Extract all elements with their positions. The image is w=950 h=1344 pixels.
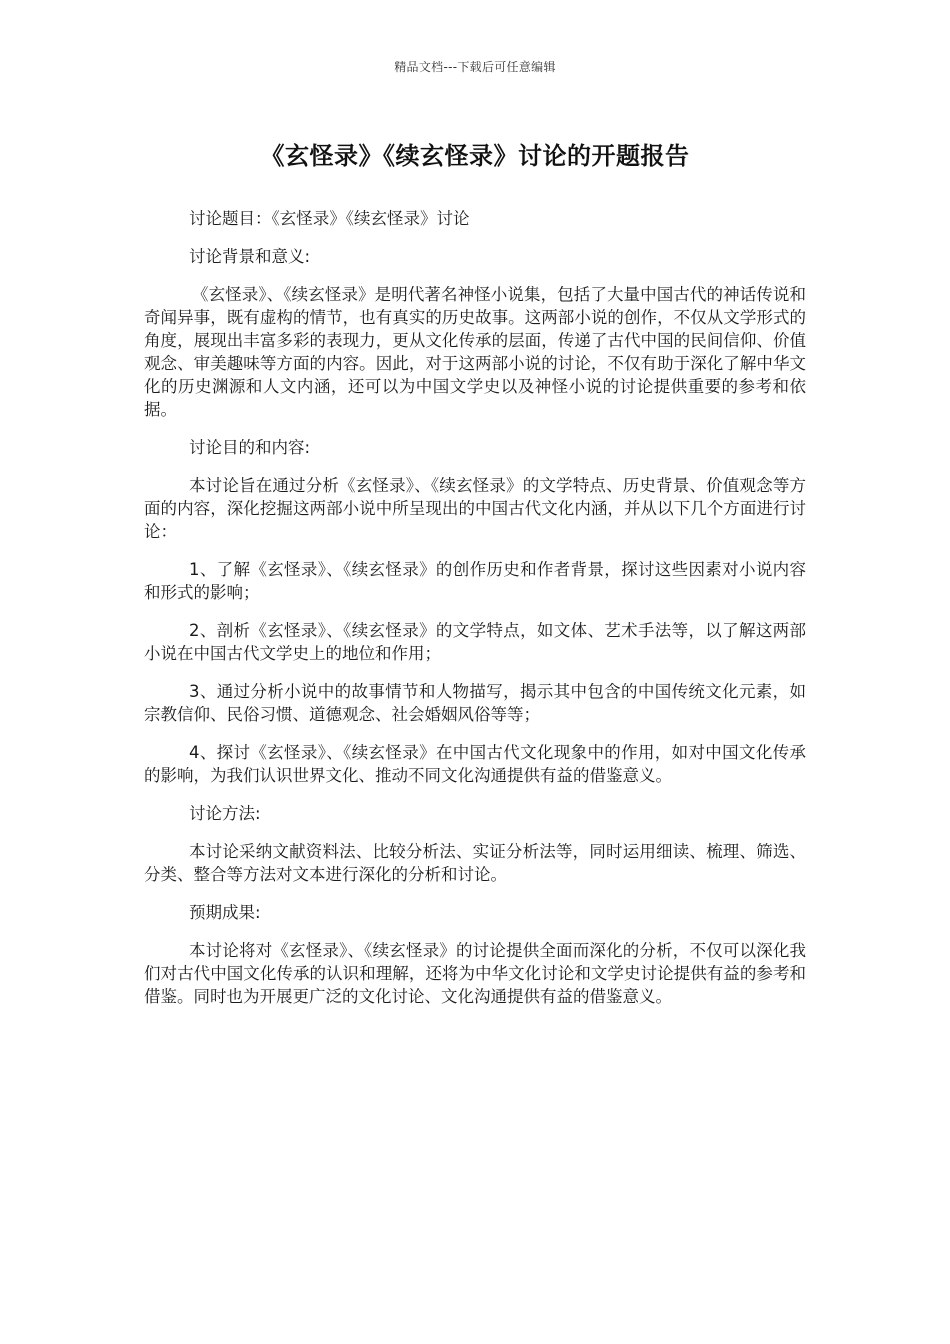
heading-results: 预期成果: — [189, 903, 261, 922]
list-item-2: 2、剖析《玄怪录》、《续玄怪录》的文学特点，如文体、艺术手法等，以了解这两部小说在中国古代文学史上的地位和作用； — [144, 621, 806, 663]
list-item-4: 4、探讨《玄怪录》、《续玄怪录》在中国古代文化现象中的作用，如对中国文化传承的影响，为我们认识世界文化、推动不同文化沟通提供有益的借鉴意义。 — [144, 743, 806, 785]
list-item-1: 1、了解《玄怪录》、《续玄怪录》的创作历史和作者背景，探讨这些因素对小说内容和形式的影响； — [144, 560, 806, 602]
heading-background: 讨论背景和意义: — [189, 247, 311, 266]
paragraph-results: 本讨论将对《玄怪录》、《续玄怪录》的讨论提供全面而深化的分析，不仅可以深化我们对古代中国文化传承的认识和理解，还将为中华文化讨论和文学史讨论提供有益的参考和借鉴。同时也为开展更广泛的文化讨论、文化沟通提供有益的借鉴意义。 — [144, 941, 806, 1006]
paragraph-background: 《玄怪录》、《续玄怪录》是明代著名神怪小说集，包括了大量中国古代的神话传说和奇闻异事，既有虚构的情节，也有真实的历史故事。这两部小说的创作，不仅从文学形式的角度，展现出丰富多彩的表现力，更从文化传承的层面，传递了古代中国的民间信仰、价值观念、审美趣味等方面的内容。因此，对于这两部小说的讨论，不仅有助于深化了解中华文化的历史渊源和人文内涵，还可以为中国文学史以及神怪小说的讨论提供重要的参考和依据。 — [144, 285, 806, 419]
heading-purpose: 讨论目的和内容: — [189, 438, 311, 457]
heading-method: 讨论方法: — [189, 804, 261, 823]
paragraph-purpose: 本讨论旨在通过分析《玄怪录》、《续玄怪录》的文学特点、历史背景、价值观念等方面的内容，深化挖掘这两部小说中所呈现出的中国古代文化内涵，并从以下几个方面进行讨论： — [144, 476, 806, 541]
header-note: 精品文档---下载后可任意编辑 — [394, 60, 556, 74]
list-item-3: 3、通过分析小说中的故事情节和人物描写，揭示其中包含的中国传统文化元素，如宗教信仰、民俗习惯、道德观念、社会婚姻风俗等等； — [144, 682, 806, 724]
paragraph-topic: 讨论题目：《玄怪录》《续玄怪录》讨论 — [189, 209, 470, 228]
document-title: 《玄怪录》《续玄怪录》讨论的开题报告 — [260, 142, 690, 170]
document-body — [144, 207, 806, 1023]
paragraph-method: 本讨论采纳文献资料法、比较分析法、实证分析法等，同时运用细读、梳理、筛选、分类、整合等方法对文本进行深化的分析和讨论。 — [144, 842, 806, 884]
